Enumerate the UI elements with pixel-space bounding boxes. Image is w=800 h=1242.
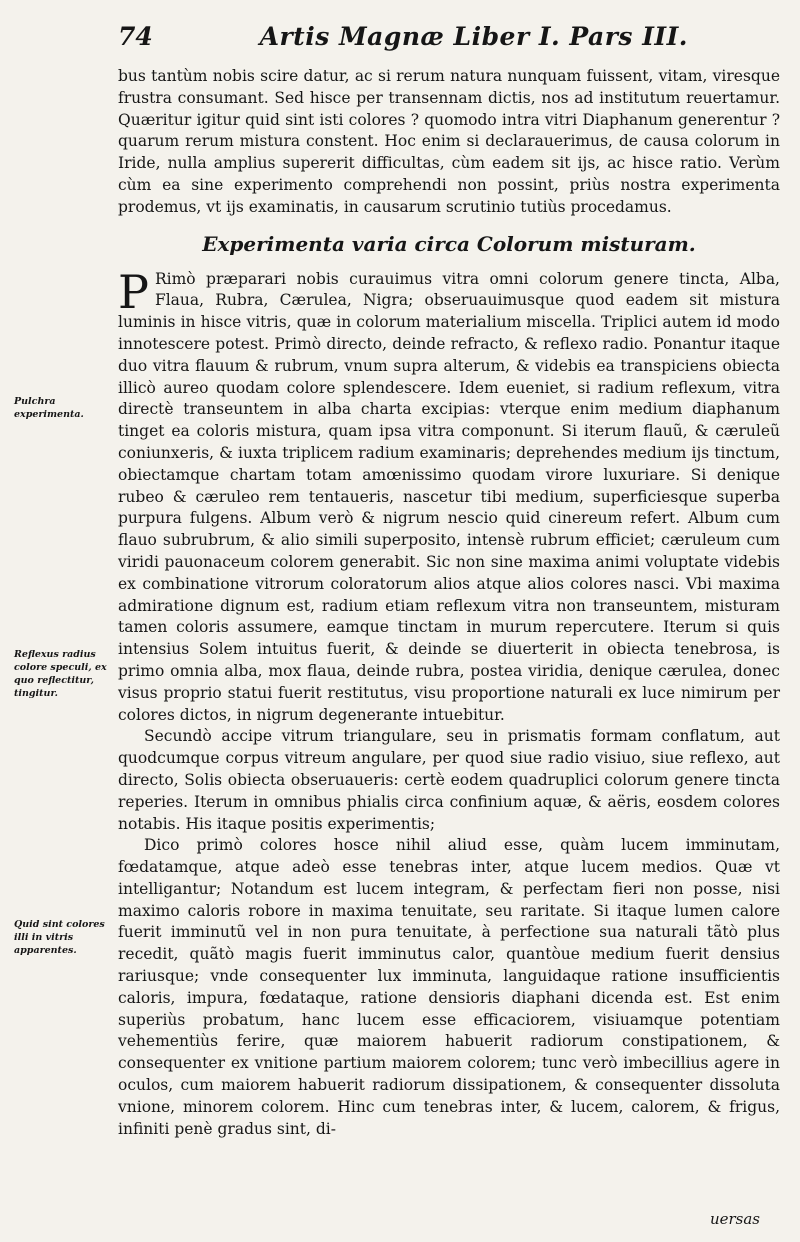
margin-note-reflected-ray: Reflexus radius colore speculi, ex quo reflectitur, tingitur.	[14, 649, 107, 699]
catchword: uersas	[709, 1210, 760, 1228]
margin-note-colors-in-glass: Quid sint colores illi in vitris apparentes.	[14, 919, 105, 956]
paragraph-thesis: Dico primò colores hosce nihil aliud esse, quàm lucem imminutam, fœdatamque, atque adeò esse tenebras inter, atque lucem medios. Quæ vt intelligantur; Notandum est lucem integram, & perfectam fieri non posse, nisi maximo caloris robore in maxima tenuitate, seu raritate. Si itaque lumen calore fuerit imminutũ vel in non pura tenuitate, à perfectione sua naturali tãtò plus recedit, quãtò magis fuerit imminutus calor, quantòue medium fuerit densius rariusque; vnde consequenter lux imminuta, languidaque ratione insufficientis caloris, impura, fœdataque, ratione densioris diaphani dicenda est. Est enim superiùs probatum, hanc lucem esse efficaciorem, visiuamque potentiam vehementiùs ferire, quæ maiorem habuerit radiorum constipationem, & consequenter ex vnitione partium maiorem colorem; tunc verò imbecillius agere in oculos, cum maiorem habuerit radiorum dissipationem, & consequenter dissoluta vnione, minorem colorem. Hinc cum tenebras inter, & lucem, calorem, & frigus, infiniti penè gradus sint, di-	[118, 836, 780, 1138]
paragraph-intro: bus tantùm nobis scire datur, ac si rerum natura nunquam fuissent, vitam, viresque frustra consumant. Sed hisce per transennam dictis, nos ad institutum reuertamur. Quæritur igitur quid sint isti colores ? quomodo intra vitri Diaphanum generentur ? quarum rerum mistura constent. Hoc enim si declarauerimus, de causa colorum in Iride, nulla amplius supererit difficultas, cùm eadem sit ijs, ac hisce ratio. Verùm cùm ea sine experimento comprehendi non possint, priùs nostra experimenta prodemus, vt ijs examinatis, in causarum scrutinio tutiùs procedamus.	[118, 67, 780, 216]
margin-note-experiments: Pulchra experimenta.	[14, 396, 84, 420]
running-title: Artis Magnæ Liber I. Pars III.	[259, 22, 688, 51]
page-number: 74	[118, 22, 153, 51]
paragraph-first-experiment-text: Rimò præparari nobis curauimus vitra omni colorum genere tincta, Alba, Flaua, Rubra, Cærulea, Nigra; obseruauimusque quod eadem sit mistura luminis in hisce vitris, quæ in colorum materialium miscella. Triplici autem id modo innotescere potest. Primò directo, deinde refracto, & reflexo radio. Ponantur itaque duo vitra flauum & rubrum, vnum supra alterum, & videbis ea transpiciens obiecta illicò aureo quodam colore splendescere. Idem eueniet, si radium reflexum, vitra directè transeuntem in alba charta excipias: vterque enim medium diaphanum tinget ea coloris mistura, quam ipsa vitra componunt. Si iterum flauũ, & cæruleũ coniunxeris, & iuxta triplicem radium examinaris; deprehendes medium ijs tinctum, obiectamque chartam totam amœnissimo quodam virore luxuriare. Si denique rubeo & cæruleo rem tentaueris, nascetur tibi medium, superficiesque superba purpura fulgens. Album verò & nigrum nescio quid cinereum refert. Album cum flauo subrubrum, & alio simili superposito, intensè rubrum efficiet; cæruleum cum viridi pauonaceum colorem generabit. Sic non sine maxima animi voluptate videbis ex combinatione vitrorum coloratorum alios atque alios colores nasci. Vbi maxima admiratione dignum est, radium etiam reflexum vitra non transeuntem, misturam tamen coloris assumere, eamque tinctam in murum repercutere. Iterum si quis intensius Solem intuitus fuerit, & deinde se diuerterit in obiecta tenebrosa, is primo omnia alba, mox flaua, deinde rubra, postea viridia, denique cærulea, donec visus proprio statui fuerit restitutus, visu proportione naturali ex luce nimirum per colores dictos, in nigrum degenerante intuebitur.	[118, 269, 780, 724]
drop-cap: P	[118, 264, 149, 319]
section-title: Experimenta varia circa Colorum misturam.	[202, 231, 696, 256]
running-header	[118, 18, 688, 54]
main-text	[118, 66, 780, 1140]
paragraph-second-experiment: Secundò accipe vitrum triangulare, seu in prismatis formam conflatum, aut quodcumque corpus vitreum angulare, per quod siue radio visiuo, siue reflexo, aut directo, Solis obiecta obseruaueris: certè eodem quadruplici colorum genere tincta reperies. Iterum in omnibus phialis circa confinium aquæ, & aëris, eosdem colores notabis. His itaque positis experimentis;	[118, 727, 780, 833]
paragraph-first-experiment	[118, 264, 780, 727]
